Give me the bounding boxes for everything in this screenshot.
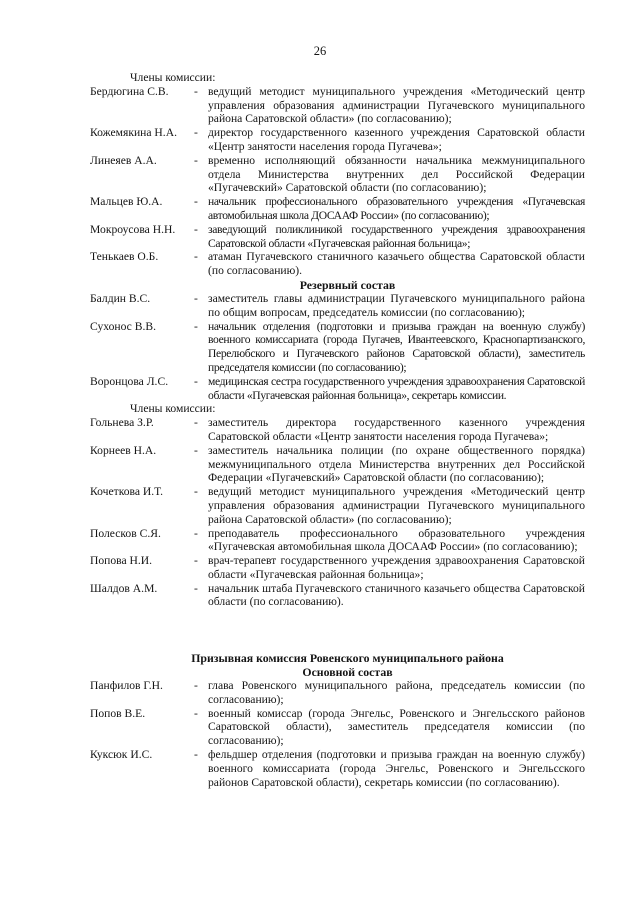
dash-separator: - xyxy=(194,443,198,457)
member-row xyxy=(90,154,585,195)
rovensky-commission-section xyxy=(90,651,585,789)
member-row xyxy=(90,85,585,126)
dash-separator: - xyxy=(194,250,198,264)
dash-separator: - xyxy=(194,526,198,540)
member-position: заместитель начальника полиции (по охране общественного порядка) межмуниципального отдела Министерства внутренних дел Российской Федерации «Пугачевский» Саратовской области (по согласованию); xyxy=(208,443,585,485)
member-row xyxy=(90,416,585,444)
member-row xyxy=(90,375,585,403)
dash-separator: - xyxy=(194,581,198,595)
member-row xyxy=(90,527,585,555)
dash-separator: - xyxy=(194,374,198,388)
member-row xyxy=(90,444,585,485)
dash-separator: - xyxy=(194,291,198,305)
section-heading: Резервный состав xyxy=(299,277,396,292)
member-position: военный комиссар (города Энгельс, Ровенского и Энгельсского районов Саратовской области), заместитель председателя комиссии (по согласованию); xyxy=(208,706,585,748)
dash-separator: - xyxy=(194,222,198,236)
member-position: начальник штаба Пугачевского станичного казачьего общества Саратовской области (по согласованию). xyxy=(208,581,585,609)
dash-separator: - xyxy=(194,126,198,140)
member-name: Попова Н.И. xyxy=(90,554,153,568)
page-number: 26 xyxy=(313,44,327,58)
member-name: Корнеев Н.А. xyxy=(90,443,157,457)
section-heading: Основной состав xyxy=(302,665,393,679)
member-name: Куксюк И.С. xyxy=(90,747,153,761)
dash-separator: - xyxy=(194,153,198,167)
member-position: директор государственного казенного учреждения Саратовской области «Центр занятости населения города Пугачева»; xyxy=(208,126,585,153)
member-row xyxy=(90,195,585,223)
member-row xyxy=(90,485,585,526)
member-position: начальник отделения (подготовки и призыва граждан на военную службу) военного комиссариата (города Пугачев, Ивантеевского, Краснопартизанского, Перелюбского и Пугачевского районов Саратовской области), заместитель председателя комиссии (по согласованию); xyxy=(208,319,585,374)
member-position: временно исполняющий обязанности начальника межмуниципального отдела Министерства внутренних дел Российской Федерации «Пугачевский» Саратовской области (по согласованию); xyxy=(208,153,585,195)
member-name: Панфилов Г.Н. xyxy=(90,679,163,692)
dash-separator: - xyxy=(194,747,198,761)
member-name: Кочеткова И.Т. xyxy=(90,485,163,499)
dash-separator: - xyxy=(194,679,198,692)
member-row xyxy=(90,223,585,251)
member-name: Кожемякина Н.А. xyxy=(90,126,177,140)
members-label: Члены комиссии: xyxy=(130,71,216,84)
member-position: врач-терапевт государственного учреждения здравоохранения Саратовской области «Пугачевская районная больница»; xyxy=(208,554,585,581)
member-row xyxy=(90,292,585,320)
member-name: Линеяев А.А. xyxy=(90,153,157,167)
dash-separator: - xyxy=(194,84,198,98)
member-position: ведущий методист муниципального учреждения «Методический центр управления образования администрации Пугачевского муниципального района Саратовской области» (по согласованию); xyxy=(208,84,585,126)
dash-separator: - xyxy=(194,319,198,333)
member-row xyxy=(90,707,585,748)
member-name: Мокроусова Н.Н. xyxy=(90,222,176,236)
member-position: преподаватель профессионального образовательного учреждения «Пугачевская автомобильная школа ДОСААФ России» (по согласованию); xyxy=(208,526,585,554)
dash-separator: - xyxy=(194,554,198,568)
dash-separator: - xyxy=(194,706,198,720)
member-position: фельдшер отделения (подготовки и призыва граждан на военную службу) военного комиссариата (города Энгельс, Ровенского и Энгельсского районов Саратовской области), секретарь комиссии (по согласованию). xyxy=(208,747,585,789)
member-row xyxy=(90,679,585,707)
member-name: Балдин В.С. xyxy=(90,291,151,305)
member-name: Шалдов А.М. xyxy=(90,581,158,595)
member-position: заведующий поликлиникой государственного учреждения здравоохранения Саратовской области «Пугачевская районная больница»; xyxy=(208,222,585,250)
member-position: медицинская сестра государственного учреждения здравоохранения Саратовской области «Пугачевская районная больница», секретарь комиссии. xyxy=(208,374,585,402)
member-row xyxy=(90,126,585,154)
member-name: Мальцев Ю.А. xyxy=(90,195,163,209)
member-name: Гольнева З.Р. xyxy=(90,416,154,430)
member-position: начальник профессионального образовательного учреждения «Пугачевская автомобильная школа ДОСААФ России» (по согласованию); xyxy=(208,195,585,222)
dash-separator: - xyxy=(194,416,198,430)
member-position: глава Ровенского муниципального района, председатель комиссии (по согласованию); xyxy=(208,679,585,706)
dash-separator: - xyxy=(194,485,198,499)
section-heading: Призывная комиссия Ровенского муниципального района xyxy=(191,651,504,665)
member-name: Сухонос В.В. xyxy=(90,319,156,333)
member-row xyxy=(90,554,585,582)
member-name: Воронцова Л.С. xyxy=(90,374,169,388)
member-row xyxy=(90,250,585,278)
member-position: ведущий методист муниципального учреждения «Методический центр управления образования администрации Пугачевского муниципального района Саратовской области» (по согласованию); xyxy=(208,485,585,526)
member-position: атаман Пугачевского станичного казачьего общества Саратовской области (по согласованию). xyxy=(208,250,585,278)
member-row xyxy=(90,582,585,610)
member-name: Бердюгина С.В. xyxy=(90,84,169,98)
commission-list-section xyxy=(90,71,585,609)
member-row xyxy=(90,748,585,789)
member-name: Полесков С.Я. xyxy=(90,526,161,540)
members-label: Члены комиссии: xyxy=(130,402,216,416)
member-position: заместитель главы администрации Пугачевского муниципального района по общим вопросам, председатель комиссии (по согласованию); xyxy=(208,291,585,319)
member-name: Тенькаев О.Б. xyxy=(90,250,159,264)
member-position: заместитель директора государственного казенного учреждения Саратовской области «Центр занятости населения города Пугачева»; xyxy=(208,416,585,443)
member-name: Попов В.Е. xyxy=(90,706,146,720)
member-row xyxy=(90,320,585,375)
dash-separator: - xyxy=(194,195,198,209)
